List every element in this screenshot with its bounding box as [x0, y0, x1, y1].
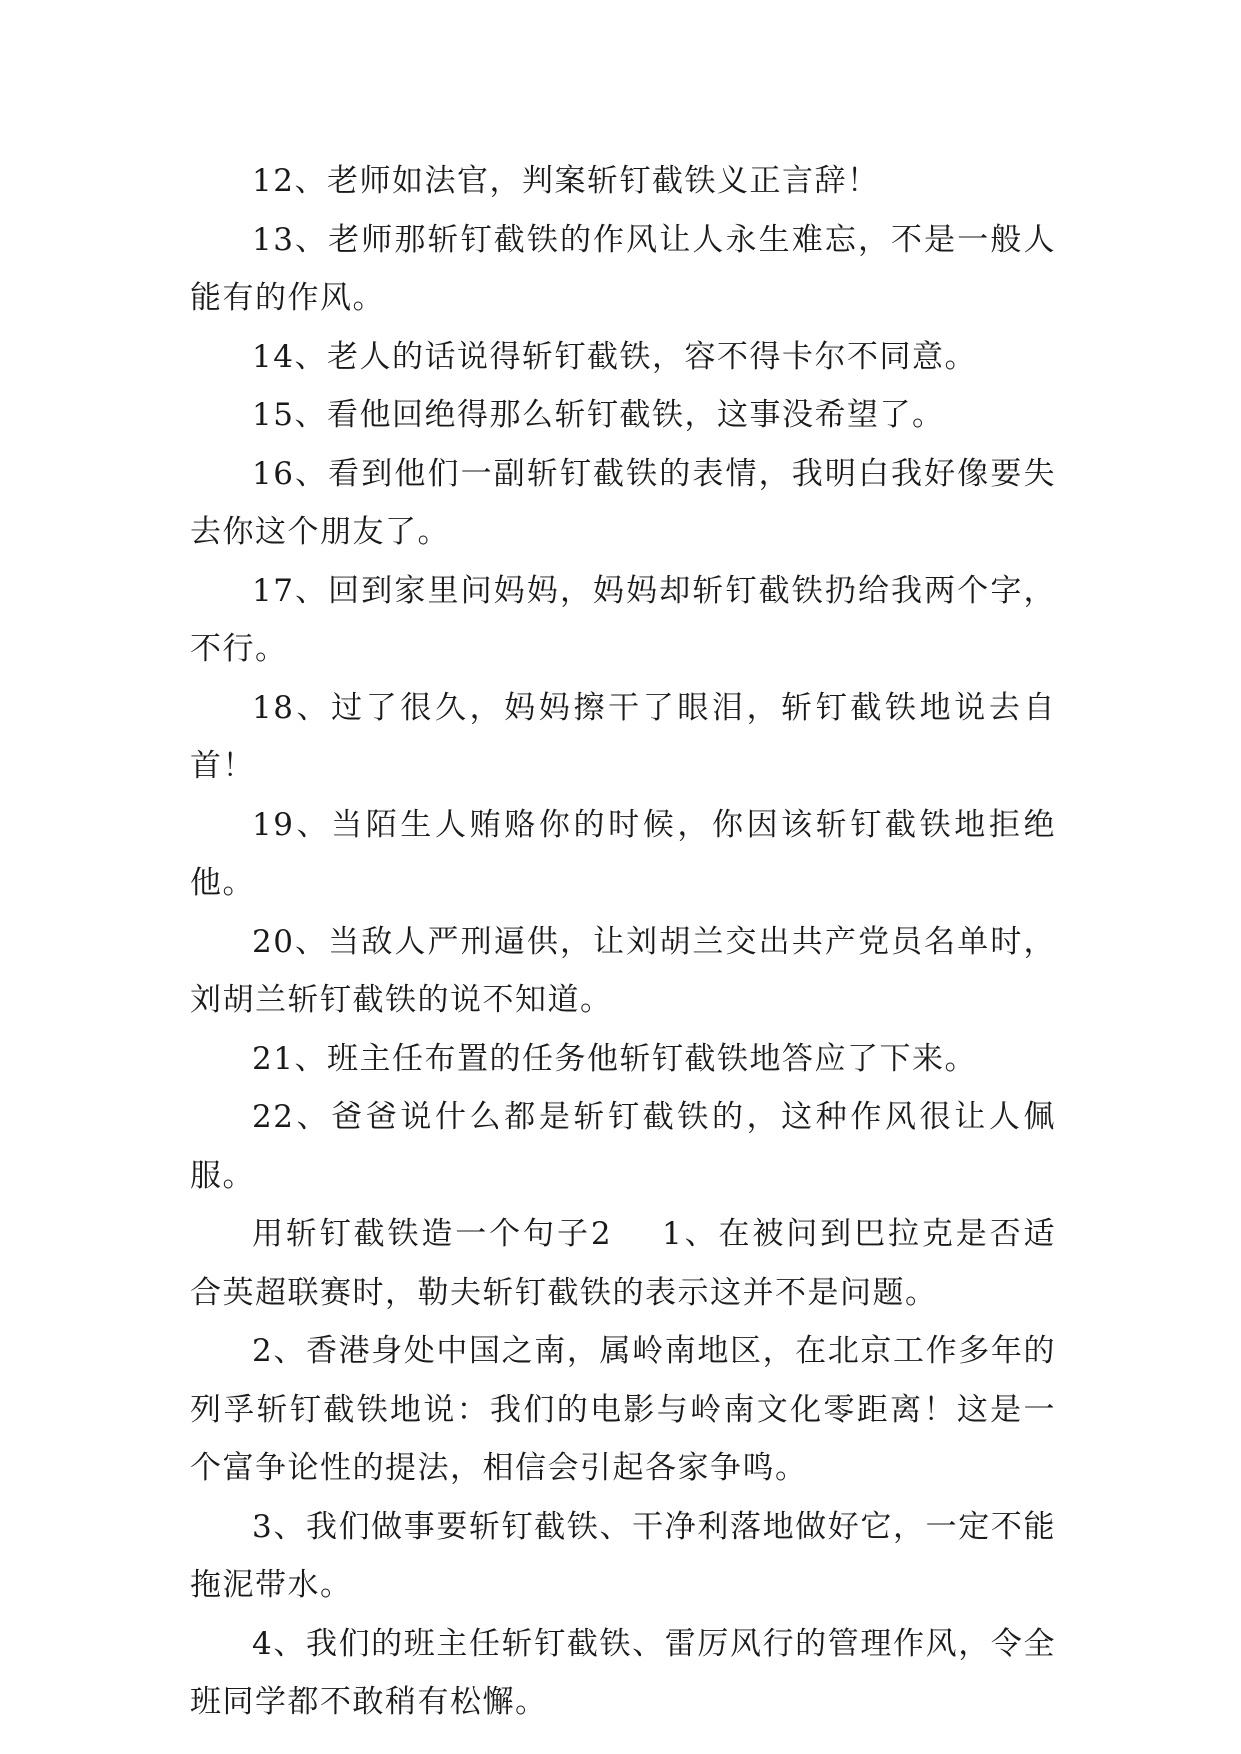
- sentence-16: 16、看到他们一副斩钉截铁的表情，我明白我好像要失去你这个朋友了。: [190, 455, 1056, 550]
- section-sentence-3: 3、我们做事要斩钉截铁、干净利落地做好它，一定不能拖泥带水。: [190, 1508, 1056, 1603]
- sentence-19: 19、当陌生人贿赂你的时候，你因该斩钉截铁地拒绝他。: [190, 806, 1056, 901]
- sentence-15: 15、看他回绝得那么斩钉截铁，这事没希望了。: [252, 397, 945, 433]
- sentence-14: 14、老人的话说得斩钉截铁，容不得卡尔不同意。: [252, 338, 977, 375]
- sentence-20: 20、当敌人严刑逼供，让刘胡兰交出共产党员名单时，刘胡兰斩钉截铁的说不知道。: [190, 923, 1056, 1018]
- sentence-17: 17、回到家里问妈妈，妈妈却斩钉截铁扔给我两个字，不行。: [190, 572, 1056, 667]
- section-heading: 用斩钉截铁造一个句子2: [252, 1216, 613, 1252]
- section-sentence-1: 1、在被问到巴拉克是否适合英超联赛时，勒夫斩钉截铁的表示这并不是问题。: [190, 1216, 1056, 1311]
- sentence-22: 22、爸爸说什么都是斩钉截铁的，这种作风很让人佩服。: [190, 1099, 1056, 1194]
- sentence-12: 12、老师如法官，判案斩钉截铁义正言辞！: [252, 163, 880, 199]
- section-paragraph: [190, 1205, 1056, 1322]
- sentence-18: 18、过了很久，妈妈擦干了眼泪，斩钉截铁地说去自首！: [190, 689, 1056, 784]
- document-body: [190, 152, 1056, 1732]
- section-sentence-2: 2、香港身处中国之南，属岭南地区，在北京工作多年的列孚斩钉截铁地说：我们的电影与岭南文化零距离！这是一个富争论性的提法，相信会引起各家争鸣。: [190, 1333, 1056, 1486]
- section-sentence-4: 4、我们的班主任斩钉截铁、雷厉风行的管理作风，令全班同学都不敢稍有松懈。: [190, 1625, 1056, 1720]
- sentence-21: 21、班主任布置的任务他斩钉截铁地答应了下来。: [252, 1040, 977, 1077]
- sentence-13: 13、老师那斩钉截铁的作风让人永生难忘，不是一般人能有的作风。: [190, 221, 1056, 316]
